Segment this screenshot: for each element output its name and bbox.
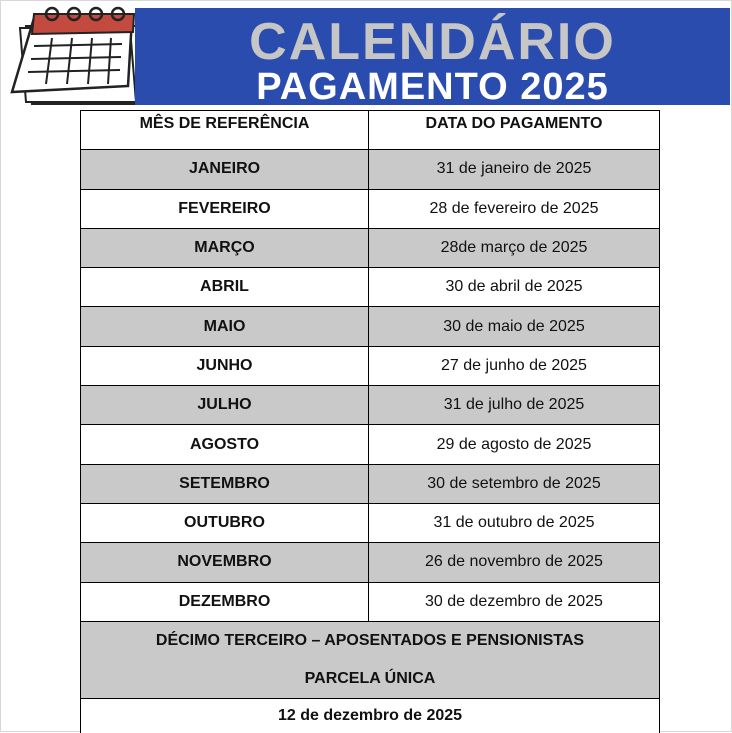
table-row xyxy=(81,190,659,229)
date-cell: 30 de maio de 2025 xyxy=(443,317,585,335)
table-header-row xyxy=(81,111,659,150)
thirteenth-salary-block xyxy=(81,622,659,699)
date-cell: 31 de julho de 2025 xyxy=(443,396,585,414)
table-row xyxy=(81,386,659,425)
date-cell: 28 de fevereiro de 2025 xyxy=(429,199,599,217)
thirteenth-salary-date: 12 de dezembro de 2025 xyxy=(81,699,659,733)
month-cell: ABRIL xyxy=(81,268,369,306)
table-row xyxy=(81,268,659,307)
date-cell: 30 de abril de 2025 xyxy=(445,278,583,296)
month-cell: DEZEMBRO xyxy=(81,583,369,621)
table-row xyxy=(81,465,659,504)
date-cell: 31 de janeiro de 2025 xyxy=(436,160,592,178)
month-cell: JUNHO xyxy=(81,347,369,385)
table-row xyxy=(81,425,659,464)
date-cell: 26 de novembro de 2025 xyxy=(425,553,603,571)
month-cell: JANEIRO xyxy=(81,150,369,188)
month-cell: AGOSTO xyxy=(81,425,369,463)
month-cell: JULHO xyxy=(81,386,369,424)
table-row xyxy=(81,307,659,346)
table-row xyxy=(81,583,659,622)
table-row xyxy=(81,543,659,582)
banner-title: CALENDÁRIO xyxy=(249,13,616,71)
table-row xyxy=(81,229,659,268)
month-cell: FEVEREIRO xyxy=(81,190,369,228)
month-cell: NOVEMBRO xyxy=(81,543,369,581)
thirteenth-salary-title: DÉCIMO TERCEIRO – APOSENTADOS E PENSIONISTAS xyxy=(155,631,585,649)
date-cell: 27 de junho de 2025 xyxy=(441,356,587,374)
table-row xyxy=(81,347,659,386)
calendar-icon xyxy=(4,4,142,108)
date-cell: 30 de setembro de 2025 xyxy=(427,474,601,492)
month-cell: MARÇO xyxy=(81,229,369,267)
column-header-month: MÊS DE REFERÊNCIA xyxy=(81,111,369,149)
date-cell: 30 de dezembro de 2025 xyxy=(425,592,603,610)
month-cell: SETEMBRO xyxy=(81,465,369,503)
banner-subtitle: PAGAMENTO 2025 xyxy=(256,66,609,108)
date-cell: 28de março de 2025 xyxy=(440,239,588,257)
single-installment-label: PARCELA ÚNICA xyxy=(304,669,436,687)
table-row xyxy=(81,150,659,189)
date-cell: 31 de outubro de 2025 xyxy=(433,514,595,532)
table-row xyxy=(81,504,659,543)
month-cell: OUTUBRO xyxy=(81,504,369,542)
title-banner xyxy=(135,8,730,108)
column-header-date: DATA DO PAGAMENTO xyxy=(425,115,603,132)
date-cell: 29 de agosto de 2025 xyxy=(436,435,592,453)
month-cell: MAIO xyxy=(81,307,369,345)
payment-table xyxy=(80,110,660,733)
